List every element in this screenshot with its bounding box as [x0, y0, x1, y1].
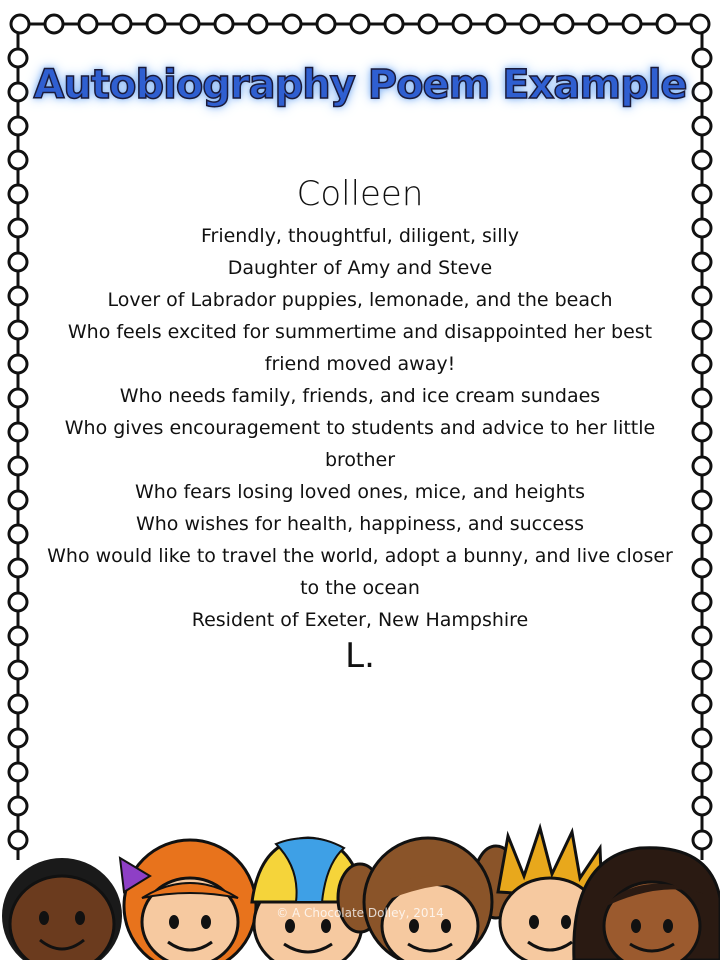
poem-initial: L.: [345, 636, 375, 676]
poem-line-10: Resident of Exeter, New Hampshire: [191, 609, 529, 631]
poem-line-3: Lover of Labrador puppies, lemonade, and the beach: [107, 289, 613, 311]
poem-line-9: Who would like to travel the world, adopt a bunny, and live closer to the ocean: [47, 545, 673, 599]
poem: [40, 168, 680, 676]
poem-line-5: Who needs family, friends, and ice cream sundaes: [119, 385, 601, 407]
poem-line-7: Who fears losing loved ones, mice, and heights: [134, 481, 585, 503]
kids-illustration: [0, 818, 720, 960]
copyright-notice: © A Chocolate Dolley, 2014: [276, 906, 444, 920]
poem-line-8: Who wishes for health, happiness, and success: [135, 513, 585, 535]
poem-name: Colleen: [296, 174, 424, 214]
poem-line-6: Who gives encouragement to students and advice to her little brother: [64, 417, 656, 471]
poem-line-4: Who feels excited for summertime and disappointed her best friend moved away!: [67, 321, 653, 375]
kid-face-2: [120, 840, 256, 960]
poem-line-1: Friendly, thoughtful, diligent, silly: [200, 225, 520, 247]
page-title: Autobiography Poem Example: [33, 62, 687, 108]
poem-line-2: Daughter of Amy and Steve: [227, 257, 493, 279]
kid-face-4: [338, 838, 518, 960]
